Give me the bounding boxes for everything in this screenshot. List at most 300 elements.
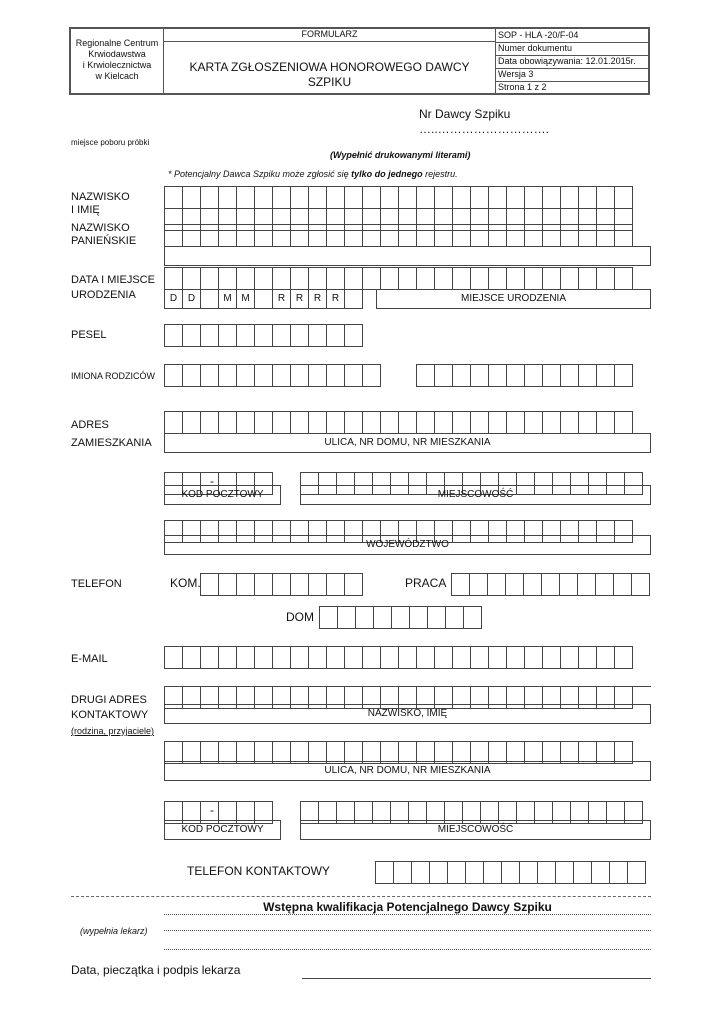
char-box[interactable] — [524, 411, 543, 434]
char-box[interactable] — [326, 573, 345, 596]
char-box[interactable] — [326, 646, 345, 669]
char-box[interactable] — [578, 267, 597, 290]
address-boxes[interactable] — [164, 411, 632, 434]
contact-name-bar[interactable]: NAZWISKO, IMIĘ — [164, 704, 651, 724]
birth-place-bar[interactable]: MIEJSCE URODZENIA — [376, 289, 651, 309]
birth-date-box[interactable]: M — [218, 289, 237, 309]
birth-date-box[interactable] — [200, 289, 219, 309]
institution-line-2: Krwiodawstwa — [88, 49, 146, 59]
char-box[interactable] — [434, 646, 453, 669]
char-box[interactable] — [344, 324, 363, 347]
birth-date-box[interactable]: R — [326, 289, 345, 309]
version-cell — [495, 68, 649, 82]
char-box[interactable] — [164, 411, 183, 434]
char-box[interactable] — [560, 224, 579, 247]
char-box[interactable] — [614, 267, 633, 290]
fill-note: (Wypełnić drukowanymi literami) — [330, 150, 471, 160]
name-label-1: NAZWISKO — [71, 191, 130, 203]
char-box[interactable] — [416, 646, 435, 669]
char-box[interactable] — [218, 186, 237, 209]
char-box[interactable] — [200, 186, 219, 209]
birth-date-box[interactable]: D — [164, 289, 183, 309]
char-box[interactable] — [452, 646, 471, 669]
postal-dash: - — [210, 474, 214, 488]
contact-note: (rodzina, przyjaciele) — [71, 726, 155, 736]
char-box[interactable] — [398, 411, 417, 434]
char-box[interactable] — [164, 224, 183, 247]
char-box[interactable] — [542, 186, 561, 209]
qualification-line-1[interactable] — [164, 914, 651, 915]
maiden-extra-bar[interactable] — [164, 246, 651, 266]
char-box[interactable] — [524, 267, 543, 290]
birth-date-boxes[interactable] — [164, 289, 362, 309]
char-box[interactable] — [362, 646, 381, 669]
collection-place-label: miejsce poboru próbki — [71, 138, 150, 147]
char-box[interactable] — [344, 573, 363, 596]
char-box[interactable] — [218, 324, 237, 347]
maiden-label-2: PANIEŃSKIE — [71, 235, 137, 247]
char-box[interactable] — [362, 267, 381, 290]
char-box[interactable] — [272, 267, 291, 290]
parents-label: IMIONA RODZICÓW — [71, 371, 155, 381]
institution-cell — [70, 28, 164, 94]
char-box[interactable] — [560, 411, 579, 434]
birth-date-box[interactable]: D — [182, 289, 201, 309]
char-box[interactable] — [380, 646, 399, 669]
char-box[interactable] — [373, 606, 392, 629]
char-box[interactable] — [596, 186, 615, 209]
birth-date-box[interactable]: R — [272, 289, 291, 309]
char-box[interactable] — [524, 646, 543, 669]
char-box[interactable] — [182, 646, 201, 669]
mobile-boxes[interactable] — [200, 573, 362, 596]
work-label: PRACA — [405, 576, 447, 590]
char-box[interactable] — [614, 411, 633, 434]
char-box[interactable] — [272, 411, 291, 434]
char-box[interactable] — [631, 573, 650, 596]
doctor-note: (wypełnia lekarz) — [80, 926, 148, 936]
maiden-boxes-row-1[interactable] — [164, 224, 632, 247]
pesel-boxes[interactable] — [164, 324, 362, 347]
valid-date: Data obowiązywania: 12.01.2015r. — [498, 56, 636, 66]
char-box[interactable] — [506, 267, 525, 290]
char-box[interactable] — [434, 224, 453, 247]
char-box[interactable] — [501, 861, 520, 884]
doc-number-label: Numer dokumentu — [498, 43, 573, 53]
char-box[interactable] — [200, 324, 219, 347]
char-box[interactable] — [614, 186, 633, 209]
char-box[interactable] — [596, 224, 615, 247]
valid-date-cell — [495, 55, 649, 69]
form-label-cell — [163, 28, 496, 42]
char-box[interactable] — [541, 573, 560, 596]
char-box[interactable] — [470, 186, 489, 209]
char-box[interactable] — [488, 224, 507, 247]
char-box[interactable] — [445, 606, 464, 629]
birth-label-1: DATA I MIEJSCE — [71, 274, 155, 286]
char-box[interactable] — [560, 267, 579, 290]
contact-postal-dash: - — [210, 803, 214, 817]
char-box[interactable] — [434, 186, 453, 209]
char-box[interactable] — [344, 646, 363, 669]
street-bar[interactable]: ULICA, NR DOMU, NR MIESZKANIA — [164, 433, 651, 453]
char-box[interactable] — [578, 224, 597, 247]
char-box[interactable] — [506, 224, 525, 247]
char-box[interactable] — [434, 267, 453, 290]
birth-date-box[interactable]: R — [290, 289, 309, 309]
char-box[interactable] — [182, 224, 201, 247]
name-boxes-row-1[interactable] — [164, 186, 632, 209]
char-box[interactable] — [218, 646, 237, 669]
char-box[interactable] — [344, 186, 363, 209]
char-box[interactable] — [447, 861, 466, 884]
document-header — [69, 27, 650, 95]
char-box[interactable] — [465, 861, 484, 884]
char-box[interactable] — [254, 573, 273, 596]
char-box[interactable] — [236, 224, 255, 247]
char-box[interactable] — [355, 606, 374, 629]
pesel-label: PESEL — [71, 329, 107, 341]
char-box[interactable] — [560, 364, 579, 387]
char-box[interactable] — [542, 224, 561, 247]
work-boxes[interactable] — [451, 573, 649, 596]
char-box[interactable] — [326, 411, 345, 434]
char-box[interactable] — [182, 364, 201, 387]
char-box[interactable] — [319, 606, 338, 629]
char-box[interactable] — [308, 224, 327, 247]
char-box[interactable] — [308, 573, 327, 596]
char-box[interactable] — [452, 411, 471, 434]
char-box[interactable] — [290, 411, 309, 434]
maiden-label-1: NAZWISKO — [71, 222, 130, 234]
address-label-2: ZAMIESZKANIA — [71, 437, 152, 449]
char-box[interactable] — [578, 186, 597, 209]
char-box[interactable] — [272, 186, 291, 209]
char-box[interactable] — [537, 861, 556, 884]
signature-label: Data, pieczątka i podpis lekarza — [71, 963, 241, 977]
char-box[interactable] — [254, 186, 273, 209]
char-box[interactable] — [290, 324, 309, 347]
form-title-line-1: KARTA ZGŁOSZENIOWA HONOROWEGO DAWCY — [189, 60, 470, 74]
char-box[interactable] — [290, 186, 309, 209]
char-box[interactable] — [236, 364, 255, 387]
char-box[interactable] — [452, 364, 471, 387]
home-boxes[interactable] — [319, 606, 481, 629]
char-box[interactable] — [218, 364, 237, 387]
voivodeship-bar[interactable]: WOJEWÓDZTWO — [164, 535, 651, 555]
char-box[interactable] — [254, 267, 273, 290]
doc-code: SOP - HLA -20/F-04 — [498, 30, 579, 40]
char-box[interactable] — [613, 573, 632, 596]
char-box[interactable] — [524, 186, 543, 209]
char-box[interactable] — [595, 573, 614, 596]
char-box[interactable] — [487, 573, 506, 596]
char-box[interactable] — [542, 646, 561, 669]
char-box[interactable] — [254, 411, 273, 434]
char-box[interactable] — [452, 267, 471, 290]
char-box[interactable] — [398, 646, 417, 669]
char-box[interactable] — [524, 224, 543, 247]
char-box[interactable] — [427, 606, 446, 629]
char-box[interactable] — [391, 606, 410, 629]
char-box[interactable] — [344, 411, 363, 434]
char-box[interactable] — [524, 364, 543, 387]
char-box[interactable] — [452, 186, 471, 209]
char-box[interactable] — [627, 861, 646, 884]
char-box[interactable] — [164, 186, 183, 209]
parents-boxes-right[interactable] — [416, 364, 632, 387]
contact-label-2: KONTAKTOWY — [71, 709, 149, 721]
char-box[interactable] — [362, 186, 381, 209]
char-box[interactable] — [290, 224, 309, 247]
char-box[interactable] — [380, 224, 399, 247]
char-box[interactable] — [542, 411, 561, 434]
institution-line-4: w Kielcach — [95, 71, 139, 81]
birth-date-box[interactable]: R — [308, 289, 327, 309]
char-box[interactable] — [555, 861, 574, 884]
char-box[interactable] — [609, 861, 628, 884]
char-box[interactable] — [308, 267, 327, 290]
char-box[interactable] — [200, 224, 219, 247]
char-box[interactable] — [236, 324, 255, 347]
char-box[interactable] — [344, 364, 363, 387]
char-box[interactable] — [200, 267, 219, 290]
char-box[interactable] — [236, 186, 255, 209]
registry-note-bold: tylko do jednego — [351, 169, 423, 179]
char-box[interactable] — [182, 186, 201, 209]
char-box[interactable] — [236, 646, 255, 669]
char-box[interactable] — [614, 224, 633, 247]
char-box[interactable] — [254, 646, 273, 669]
char-box[interactable] — [488, 267, 507, 290]
doc-code-cell — [495, 28, 649, 43]
char-box[interactable] — [452, 224, 471, 247]
char-box[interactable] — [326, 267, 345, 290]
contact-phone-boxes[interactable] — [375, 861, 645, 884]
char-box[interactable] — [290, 364, 309, 387]
char-box[interactable] — [434, 364, 453, 387]
char-box[interactable] — [380, 186, 399, 209]
contact-street-bar[interactable]: ULICA, NR DOMU, NR MIESZKANIA — [164, 761, 651, 781]
page-number: Strona 1 z 2 — [498, 82, 547, 92]
char-box[interactable] — [236, 411, 255, 434]
char-box[interactable] — [488, 646, 507, 669]
char-box[interactable] — [375, 861, 394, 884]
char-box[interactable] — [596, 364, 615, 387]
char-box[interactable] — [393, 861, 412, 884]
char-box[interactable] — [470, 364, 489, 387]
char-box[interactable] — [308, 364, 327, 387]
char-box[interactable] — [542, 364, 561, 387]
char-box[interactable] — [505, 573, 524, 596]
char-box[interactable] — [290, 646, 309, 669]
char-box[interactable] — [272, 364, 291, 387]
char-box[interactable] — [488, 411, 507, 434]
char-box[interactable] — [380, 267, 399, 290]
char-box[interactable] — [596, 646, 615, 669]
char-box[interactable] — [164, 267, 183, 290]
char-box[interactable] — [164, 646, 183, 669]
institution-line-1: Regionalne Centrum — [75, 38, 159, 48]
char-box[interactable] — [470, 646, 489, 669]
char-box[interactable] — [308, 324, 327, 347]
char-box[interactable] — [506, 364, 525, 387]
char-box[interactable] — [578, 411, 597, 434]
contact-phone-label: TELEFON KONTAKTOWY — [187, 864, 330, 878]
char-box[interactable] — [596, 411, 615, 434]
contact-postal-bar[interactable]: KOD POCZTOWY — [164, 820, 281, 840]
char-box[interactable] — [326, 364, 345, 387]
char-box[interactable] — [272, 224, 291, 247]
char-box[interactable] — [614, 646, 633, 669]
char-box[interactable] — [463, 606, 482, 629]
char-box[interactable] — [470, 224, 489, 247]
version: Wersja 3 — [498, 69, 534, 79]
qualification-title: Wstępna kwalifikacja Potencjalnego Dawcy Szpiku — [263, 900, 552, 914]
char-box[interactable] — [272, 646, 291, 669]
char-box[interactable] — [560, 646, 579, 669]
doc-number-cell — [495, 42, 649, 56]
char-box[interactable] — [451, 573, 470, 596]
char-box[interactable] — [326, 324, 345, 347]
char-box[interactable] — [614, 364, 633, 387]
char-box[interactable] — [434, 411, 453, 434]
char-box[interactable] — [560, 186, 579, 209]
char-box[interactable] — [542, 267, 561, 290]
char-box[interactable] — [236, 267, 255, 290]
char-box[interactable] — [398, 224, 417, 247]
institution-line-3: i Krwiolecznictwa — [82, 60, 152, 70]
char-box[interactable] — [596, 267, 615, 290]
char-box[interactable] — [578, 646, 597, 669]
char-box[interactable] — [308, 646, 327, 669]
home-label: DOM — [286, 610, 314, 624]
char-box[interactable] — [362, 224, 381, 247]
char-box[interactable] — [326, 224, 345, 247]
char-box[interactable] — [218, 573, 237, 596]
qualification-line-2[interactable] — [164, 930, 651, 931]
char-box[interactable] — [411, 861, 430, 884]
char-box[interactable] — [416, 267, 435, 290]
registry-note — [168, 169, 458, 180]
title-cell — [163, 41, 496, 94]
parents-boxes-left[interactable] — [164, 364, 380, 387]
char-box[interactable] — [308, 411, 327, 434]
char-box[interactable] — [272, 573, 291, 596]
phone-label: TELEFON — [71, 578, 122, 590]
char-box[interactable] — [559, 573, 578, 596]
char-box[interactable] — [200, 646, 219, 669]
char-box[interactable] — [429, 861, 448, 884]
page-cell — [495, 81, 649, 94]
char-box[interactable] — [409, 606, 428, 629]
char-box[interactable] — [506, 411, 525, 434]
char-box[interactable] — [416, 186, 435, 209]
char-box[interactable] — [506, 646, 525, 669]
char-box[interactable] — [182, 267, 201, 290]
char-box[interactable] — [398, 186, 417, 209]
char-box[interactable] — [164, 364, 183, 387]
char-box[interactable] — [488, 364, 507, 387]
char-box[interactable] — [182, 411, 201, 434]
char-box[interactable] — [218, 411, 237, 434]
char-box[interactable] — [326, 186, 345, 209]
char-box[interactable] — [362, 411, 381, 434]
char-box[interactable] — [506, 186, 525, 209]
birth-date-box[interactable] — [254, 289, 273, 309]
char-box[interactable] — [290, 573, 309, 596]
char-box[interactable] — [200, 364, 219, 387]
char-box[interactable] — [236, 573, 255, 596]
char-box[interactable] — [416, 411, 435, 434]
char-box[interactable] — [469, 573, 488, 596]
char-box[interactable] — [523, 573, 542, 596]
char-box[interactable] — [164, 324, 183, 347]
char-box[interactable] — [344, 267, 363, 290]
mobile-label: KOM. — [170, 576, 201, 590]
char-box[interactable] — [416, 364, 435, 387]
char-box[interactable] — [272, 324, 291, 347]
qualification-line-3[interactable] — [164, 949, 651, 950]
char-box[interactable] — [362, 364, 381, 387]
email-boxes[interactable] — [164, 646, 632, 669]
char-box[interactable] — [254, 324, 273, 347]
char-box[interactable] — [380, 411, 399, 434]
address-label-1: ADRES — [71, 419, 109, 431]
char-box[interactable] — [578, 364, 597, 387]
char-box[interactable] — [470, 267, 489, 290]
birth-label-2: URODZENIA — [71, 289, 136, 301]
char-box[interactable] — [519, 861, 538, 884]
section-separator — [71, 896, 651, 897]
form-title-line-2: SZPIKU — [307, 75, 352, 89]
char-box[interactable] — [290, 267, 309, 290]
char-box[interactable] — [254, 224, 273, 247]
email-label: E-MAIL — [71, 653, 108, 665]
char-box[interactable] — [218, 267, 237, 290]
name-label-2: I IMIĘ — [71, 204, 100, 216]
registry-note-start: * Potencjalny Dawca Szpiku może zgłosić się — [168, 169, 352, 179]
donor-number-label: Nr Dawcy Szpiku — [419, 107, 511, 121]
char-box[interactable] — [308, 186, 327, 209]
postal-code-bar[interactable]: KOD POCZTOWY — [164, 485, 281, 505]
birth-date-box[interactable]: M — [236, 289, 255, 309]
registry-note-end: rejestru. — [422, 169, 458, 179]
birth-boxes-row[interactable] — [164, 267, 632, 290]
char-box[interactable] — [398, 267, 417, 290]
birth-date-box[interactable] — [344, 289, 363, 309]
char-box[interactable] — [591, 861, 610, 884]
form-label: FORMULARZ — [301, 29, 358, 39]
char-box[interactable] — [416, 224, 435, 247]
char-box[interactable] — [488, 186, 507, 209]
char-box[interactable] — [483, 861, 502, 884]
char-box[interactable] — [337, 606, 356, 629]
char-box[interactable] — [200, 411, 219, 434]
char-box[interactable] — [182, 324, 201, 347]
city-bar[interactable]: MIEJSCOWOŚĆ — [300, 485, 651, 505]
signature-line[interactable] — [302, 978, 651, 979]
contact-city-bar[interactable]: MIEJSCOWOŚĆ — [300, 820, 651, 840]
char-box[interactable] — [470, 411, 489, 434]
char-box[interactable] — [200, 573, 219, 596]
char-box[interactable] — [573, 861, 592, 884]
char-box[interactable] — [218, 224, 237, 247]
char-box[interactable] — [577, 573, 596, 596]
char-box[interactable] — [254, 364, 273, 387]
char-box[interactable] — [344, 224, 363, 247]
donor-number-field[interactable]: …..………………………. — [419, 122, 550, 136]
